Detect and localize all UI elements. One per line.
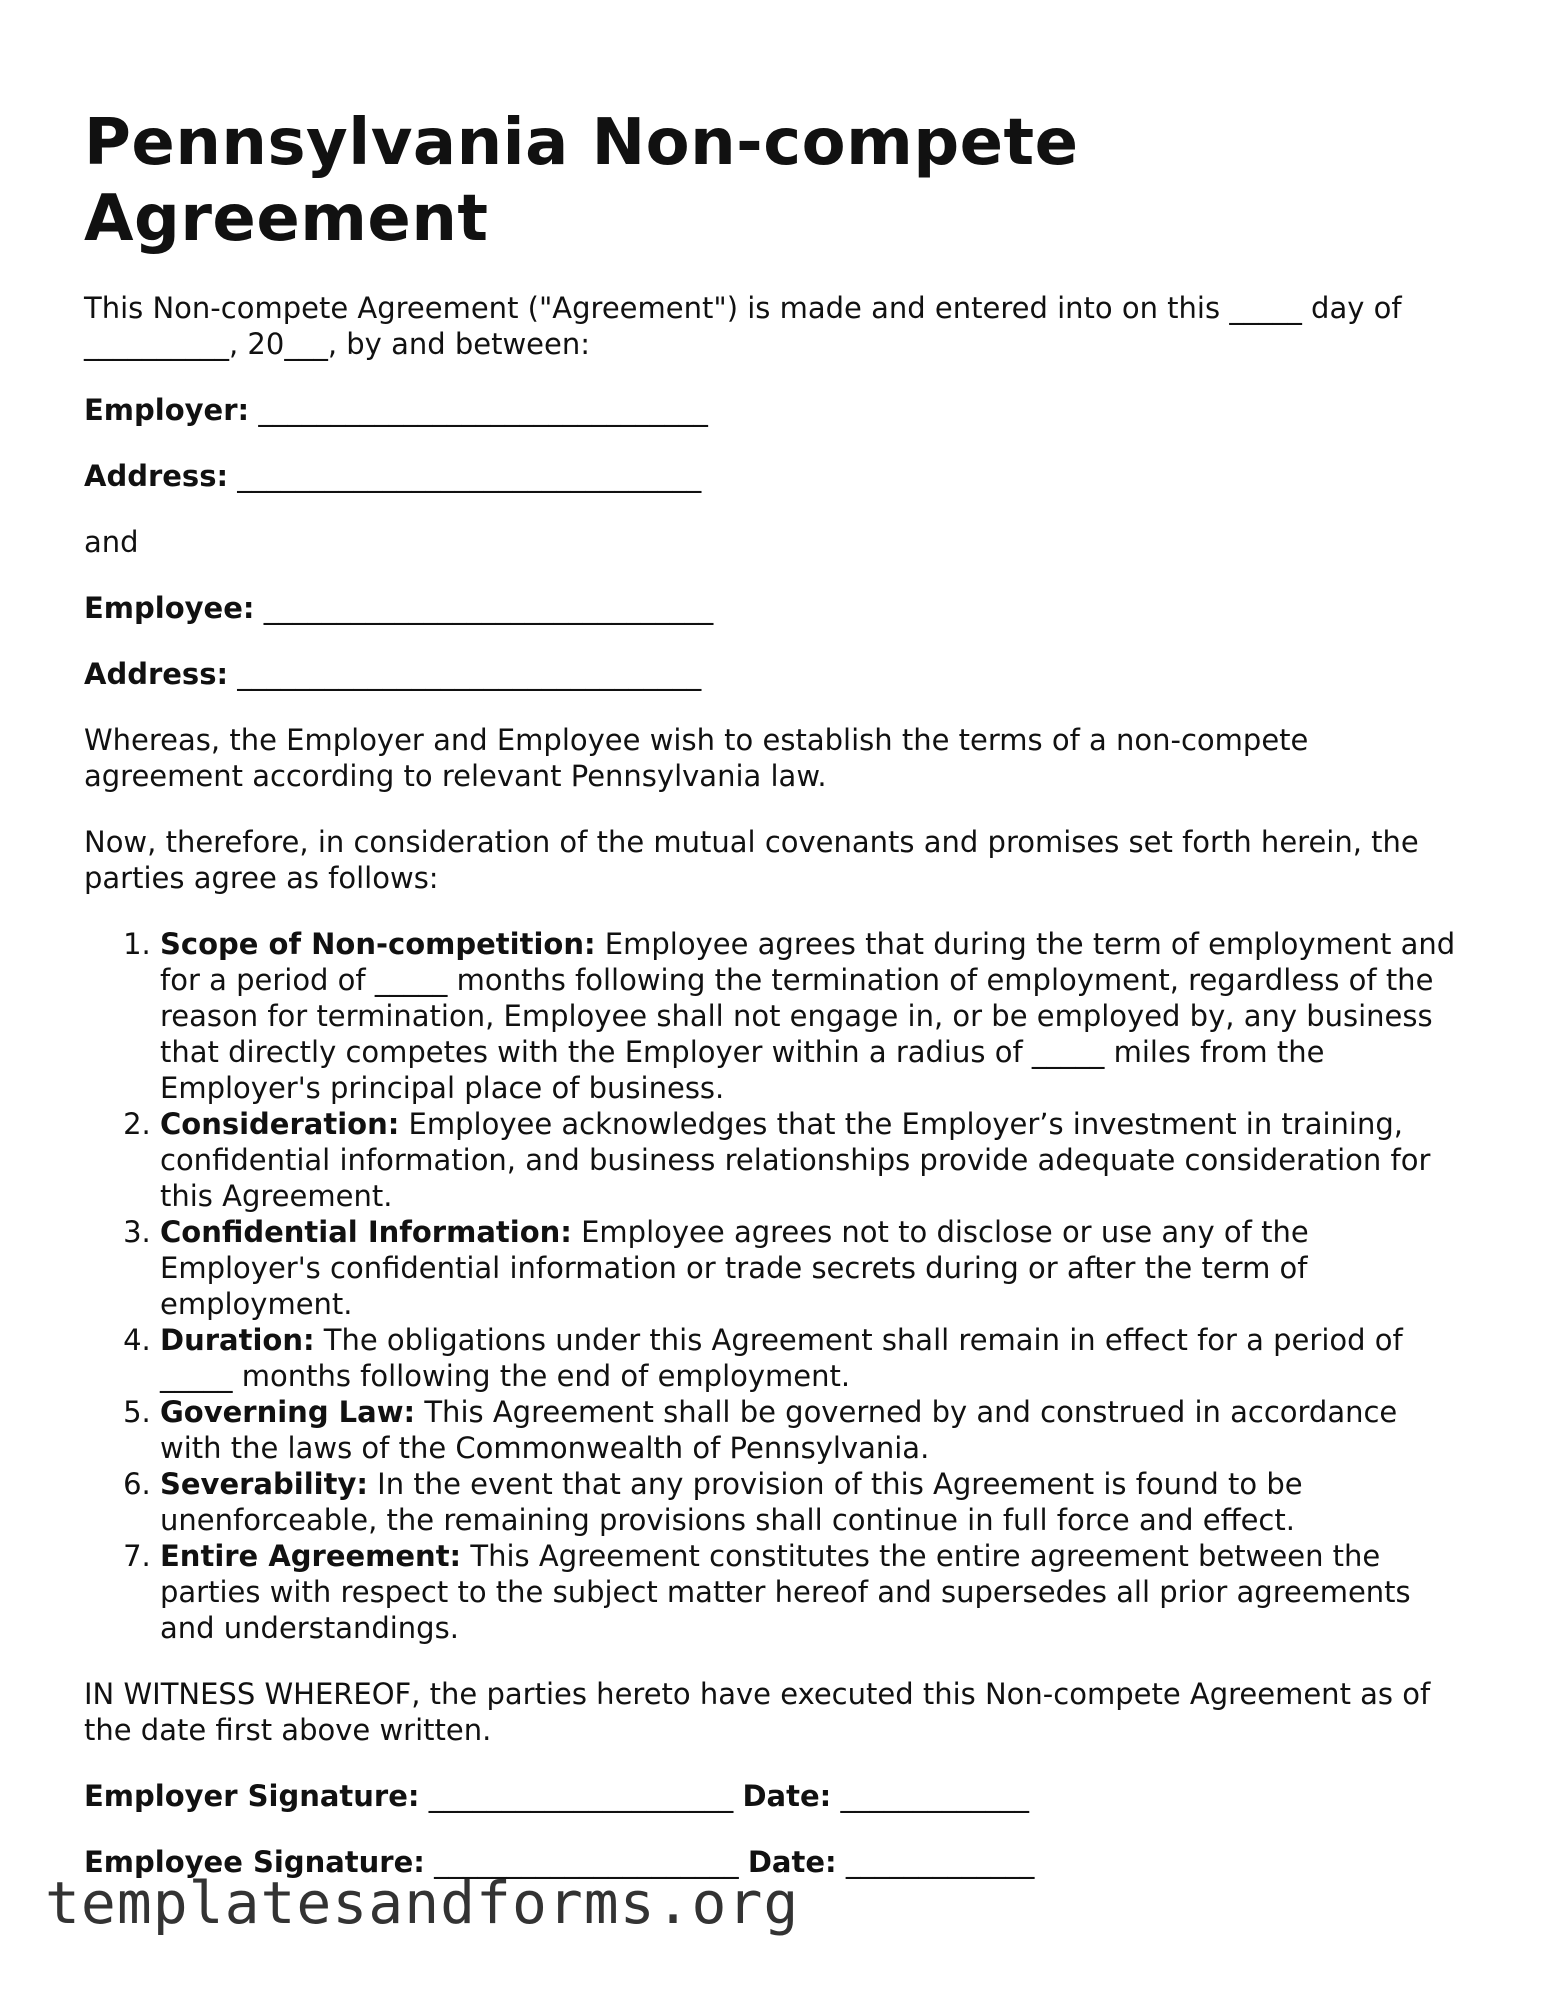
clause-text: Employee acknowledges that the Employer’s investment in training, confidential information, and business relationships provide adequate consideration for this Agreement. [160,1107,1431,1213]
employee-signature-label: Employee Signature: [84,1845,425,1879]
employer-label: Employer: [84,393,250,427]
witness-paragraph: IN WITNESS WHEREOF, the parties hereto have executed this Non-compete Agreement as of the date first above written. [84,1677,1431,1747]
employee-date-label: Date: [747,1845,837,1879]
clause-heading: Governing Law: [160,1395,416,1429]
clause-list [84,926,1464,1646]
employee-address-blank: ________________________________ [237,657,702,691]
clause-item [160,1466,1464,1538]
clause-text: The obligations under this Agreement shall remain in effect for a period of _____ months following the end of employment. [160,1323,1403,1393]
now-therefore-paragraph: Now, therefore, in consideration of the mutual covenants and promises set forth herein, the parties agree as follows: [84,825,1419,895]
clause-heading: Duration: [160,1323,315,1357]
clause-heading: Confidential Information: [160,1215,572,1249]
watermark-text: templatesandforms.org [45,1869,800,1937]
employer-line [84,392,1464,428]
clause-text: Employee agrees not to disclose or use any of the Employer's confidential information or trade secrets during or after the term of employment. [160,1215,1309,1321]
clause-item [160,926,1464,1106]
clause-text: This Agreement constitutes the entire agreement between the parties with respect to the subject matter hereof and supersedes all prior agreements and understandings. [160,1539,1411,1645]
employer-signature-label: Employer Signature: [84,1779,420,1813]
employer-date-blank: _____________ [840,1779,1029,1813]
clause-heading: Severability: [160,1467,368,1501]
employee-address-label: Address: [84,657,229,691]
employer-address-label: Address: [84,459,229,493]
employee-address-line [84,656,1464,692]
clause-item [160,1322,1464,1394]
clause-heading: Entire Agreement: [160,1539,462,1573]
employer-blank: _______________________________ [258,393,708,427]
document-body [84,105,1464,1910]
employer-date-label: Date: [742,1779,832,1813]
employer-address-blank: ________________________________ [237,459,702,493]
employee-date-blank: _____________ [845,1845,1035,1879]
and-text: and [84,525,139,559]
clause-heading: Consideration: [160,1107,400,1141]
employer-signature-line [84,1778,1464,1814]
employee-blank: _______________________________ [263,591,714,625]
clause-text: In the event that any provision of this Agreement is found to be unenforceable, the remaining provisions shall continue in full force and effect. [160,1467,1303,1537]
clause-item [160,1538,1464,1646]
employer-signature-blank: _____________________ [428,1779,734,1813]
employee-label: Employee: [84,591,255,625]
employer-address-line [84,458,1464,494]
clause-item [160,1106,1464,1214]
page-title: Pennsylvania Non-compete Agreement [84,106,1079,256]
employee-signature-blank: _____________________ [434,1845,739,1879]
intro-paragraph: This Non-compete Agreement ("Agreement") is made and entered into on this _____ day of __________, 20___, by and between: [84,291,1402,361]
clause-heading: Scope of Non-competition: [160,927,596,961]
clause-text: This Agreement shall be governed by and construed in accordance with the laws of the Commonwealth of Pennsylvania. [160,1395,1398,1465]
clause-item [160,1394,1464,1466]
whereas-paragraph: Whereas, the Employer and Employee wish to establish the terms of a non-compete agreement according to relevant Pennsylvania law. [84,723,1309,793]
clause-item [160,1214,1464,1322]
employee-line [84,590,1464,626]
clause-text: Employee agrees that during the term of employment and for a period of _____ months following the termination of employment, regardless of the reason for termination, Employee shall not engage in, or be employed by, any business that directly competes with the Employer within a radius of _____ miles from the Employer's principal place of business. [160,927,1456,1105]
